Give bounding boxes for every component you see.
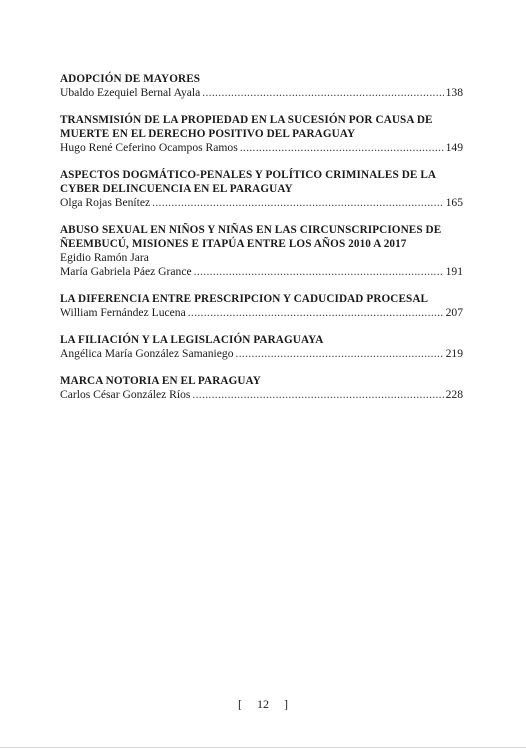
entry-page-number: 191 xyxy=(445,265,463,278)
toc-entry xyxy=(60,223,463,279)
entry-page-number: 207 xyxy=(445,306,463,319)
entry-author: William Fernández Lucena xyxy=(60,306,186,319)
footer-open-bracket: [ xyxy=(238,697,242,711)
entry-title-line: TRANSMISIÓN DE LA PROPIEDAD EN LA SUCESIÓN POR CAUSA DE xyxy=(60,114,433,126)
toc-entry xyxy=(60,168,463,210)
entry-title-line: LA FILIACIÓN Y LA LEGISLACIÓN PARAGUAYA xyxy=(60,334,324,346)
leader-dots xyxy=(236,347,444,361)
entry-author: Egidio Ramón Jara xyxy=(60,251,149,264)
toc-entry xyxy=(60,72,463,100)
entry-page-number: 228 xyxy=(445,388,463,401)
page-edge-divider xyxy=(0,747,526,748)
entry-title-line: CYBER DELINCUENCIA EN EL PARAGUAY xyxy=(60,183,293,195)
entry-author: Carlos César González Ríos xyxy=(60,388,191,401)
toc-entry xyxy=(60,333,463,361)
entry-author: Hugo René Ceferino Ocampos Ramos xyxy=(60,141,238,154)
entry-author-line xyxy=(60,265,463,279)
leader-dots xyxy=(202,86,443,100)
entry-author-line xyxy=(60,388,463,402)
toc-entry xyxy=(60,113,463,155)
toc-entry xyxy=(60,374,463,402)
entry-title-line: MUERTE EN EL DERECHO POSITIVO DEL PARAGUAY xyxy=(60,128,356,140)
entry-author: Ubaldo Ezequiel Bernal Ayala xyxy=(60,86,201,99)
leader-dots xyxy=(192,388,443,402)
entry-author-line xyxy=(60,86,463,100)
entry-page-number: 138 xyxy=(445,86,463,99)
entry-author: María Gabriela Páez Grance xyxy=(60,265,192,278)
leader-dots xyxy=(194,265,444,279)
entry-author-line xyxy=(60,347,463,361)
table-of-contents xyxy=(60,72,463,415)
footer-close-bracket: ] xyxy=(284,697,288,711)
entry-title-line: ÑEEMBUCÚ, MISIONES E ITAPÚA ENTRE LOS AÑOS 2010 A 2017 xyxy=(60,238,407,250)
entry-page-number: 149 xyxy=(445,141,463,154)
entry-author-line xyxy=(60,196,463,210)
toc-entry xyxy=(60,292,463,320)
entry-page-number: 219 xyxy=(445,347,463,360)
entry-title-line: ASPECTOS DOGMÁTICO-PENALES Y POLÍTICO CRIMINALES DE LA xyxy=(60,169,437,181)
entry-title-line: ABUSO SEXUAL EN NIÑOS Y NIÑAS EN LAS CIRCUNSCRIPCIONES DE xyxy=(60,224,442,236)
page-footer xyxy=(0,697,526,712)
leader-dots xyxy=(188,306,444,320)
footer-page-number: 12 xyxy=(257,697,269,711)
entry-title-line: LA DIFERENCIA ENTRE PRESCRIPCION Y CADUCIDAD PROCESAL xyxy=(60,293,429,305)
entry-page-number: 165 xyxy=(445,196,463,209)
entry-author: Angélica María González Samaniego xyxy=(60,347,234,360)
entry-title-line: ADOPCIÓN DE MAYORES xyxy=(60,73,201,85)
leader-dots xyxy=(152,196,443,210)
entry-author: Olga Rojas Benítez xyxy=(60,196,151,209)
entry-author-line xyxy=(60,306,463,320)
leader-dots xyxy=(240,141,444,155)
entry-author-line xyxy=(60,141,463,155)
entry-title-line: MARCA NOTORIA EN EL PARAGUAY xyxy=(60,375,261,387)
